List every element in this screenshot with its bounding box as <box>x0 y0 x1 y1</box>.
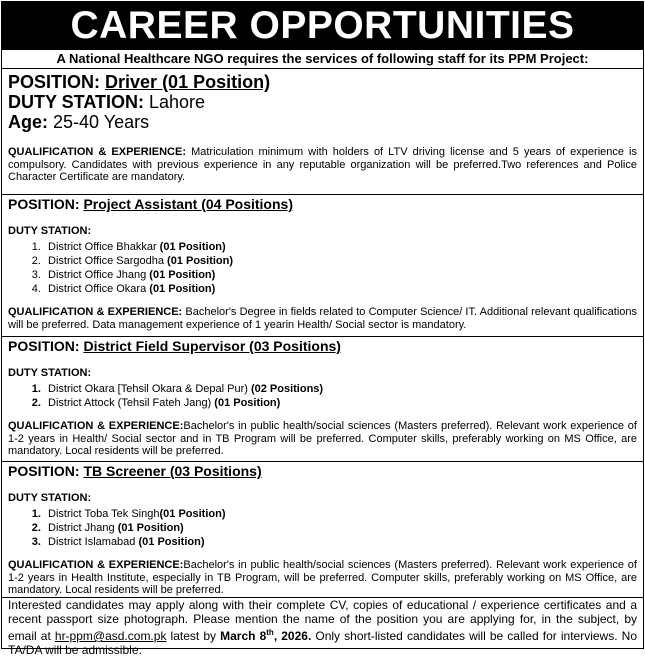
dfs-qualification-text: Bachelor's in public health/social sciences (Masters preferred). Relevant work experience of 1-2 years in Health/ Social sector and in TB Program will be preferred. Computer skills, preferably working on MS Office, are mandatory. Local residents will be preferred. <box>8 420 637 457</box>
email-link[interactable]: hr-ppm@asd.com.pk <box>54 629 167 643</box>
dfs-qualification <box>8 420 637 458</box>
position-label: POSITION: <box>8 72 101 92</box>
intro-text: A National Healthcare NGO requires the services of following staff for its PPM Project: <box>2 50 643 69</box>
duty-label: DUTY STATION: <box>8 367 92 379</box>
tbs-title: TB Screener (03 Positions) <box>83 463 262 479</box>
driver-qualification <box>8 146 637 184</box>
pa-qualification <box>8 306 637 331</box>
tbs-qualification <box>8 559 637 597</box>
driver-age-value: 25-40 Years <box>53 112 150 132</box>
pa-station-list <box>8 240 637 296</box>
page-title: CAREER OPPORTUNITIES <box>2 2 643 50</box>
section-tb-screener <box>2 463 643 598</box>
driver-duty-line <box>8 92 637 112</box>
qual-label: QUALIFICATION & EXPERIENCE: <box>8 306 183 318</box>
section-project-assistant <box>2 196 643 337</box>
dfs-position-line <box>8 338 637 355</box>
list-item: 2. District Attock (Tehsil Fateh Jang) (01 Position) <box>44 396 637 410</box>
section-driver <box>2 72 643 195</box>
list-item: 4. District Office Okara (01 Position) <box>44 282 637 296</box>
list-item: 1. District Office Bhakkar (01 Position) <box>44 240 637 254</box>
footer-text: Only short-listed candidates will be called for interviews. No TA/DA will be admissible. <box>8 629 637 657</box>
position-label: POSITION: <box>8 463 80 479</box>
driver-qualification-text: Matriculation minimum with holders of LTV driving license and 5 years of experience is compulsory. Candidates with previous experience in any reputable organization will be preferred.Two references and Police Character Certificate are mandatory. <box>8 146 637 183</box>
deadline: March 8th, 2026. <box>220 628 312 643</box>
tbs-station-list <box>8 507 637 549</box>
driver-title: Driver (01 Position) <box>105 72 271 92</box>
pa-qualification-text: Bachelor's Degree in fields related to Computer Science/ IT. Additional relevant qualifications will be preferred. Data management experience of 1 yearin Health/ Social sector is mandatory. <box>8 306 637 331</box>
footer-text: latest by <box>166 629 221 643</box>
application-instructions <box>2 598 643 657</box>
duty-label: DUTY STATION: <box>8 492 92 504</box>
driver-duty-value: Lahore <box>149 92 206 112</box>
driver-age-line <box>8 112 637 132</box>
qual-label: QUALIFICATION & EXPERIENCE: <box>8 420 184 432</box>
qual-label: QUALIFICATION & EXPERIENCE: <box>8 146 186 158</box>
pa-position-line <box>8 196 637 213</box>
position-label: POSITION: <box>8 196 80 212</box>
dfs-station-list <box>8 382 637 410</box>
footer-text: Interested candidates may apply along with their complete CV, copies of educational / experience certificates and a recent passport size photograph. Please mention the name of the position you are applying for, in the subject, by email at <box>8 598 637 643</box>
pa-title: Project Assistant (04 Positions) <box>83 196 293 212</box>
list-item: 3. District Islamabad (01 Position) <box>44 535 637 549</box>
tbs-qualification-text: Bachelor's in public health/social sciences (Masters preferred). Relevant work experience of 1-2 years in Health Institute, especially in TB Program, will be preferred. Computer skills, preferably working on MS Office, are mandatory. Local residents will be preferred. <box>8 559 637 596</box>
qual-label: QUALIFICATION & EXPERIENCE: <box>8 559 184 571</box>
section-field-supervisor <box>2 338 643 462</box>
dfs-title: District Field Supervisor (03 Positions) <box>83 338 341 354</box>
list-item: 3. District Office Jhang (01 Position) <box>44 268 637 282</box>
duty-label: DUTY STATION: <box>8 225 92 237</box>
list-item: 1. District Okara [Tehsil Okara & Depal Pur) (02 Positions) <box>44 382 637 396</box>
age-label: Age: <box>8 112 48 132</box>
list-item: 1. District Toba Tek Singh(01 Position) <box>44 507 637 521</box>
position-label: POSITION: <box>8 338 80 354</box>
driver-position-line <box>8 72 637 92</box>
list-item: 2. District Office Sargodha (01 Position) <box>44 254 637 268</box>
list-item: 2. District Jhang (01 Position) <box>44 521 637 535</box>
job-advertisement <box>1 1 644 657</box>
duty-label: DUTY STATION: <box>8 92 144 112</box>
tbs-position-line <box>8 463 637 480</box>
